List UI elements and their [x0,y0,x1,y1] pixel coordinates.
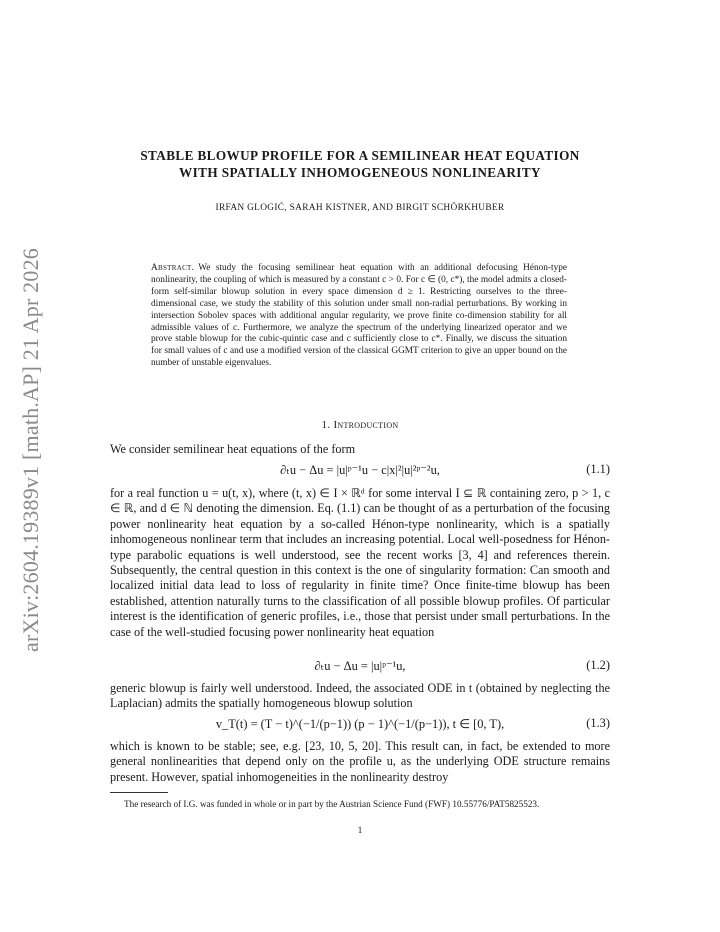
equation-1-3-expression: v_T(t) = (T − t)^(−1/(p−1)) (p − 1)^(−1/(p−1)), t ∈ [0, T), [215,717,505,731]
arxiv-identifier: arXiv:2604.19389v1 [math.AP] 21 Apr 2026 [18,248,43,652]
abstract-block [151,263,567,370]
body-paragraph-4: which is known to be stable; see, e.g. [23, 10, 5, 20]. This result can, in fact, be extended to more general nonlinearities that depend only on the profile u, as the underlying ODE structure remains present. However, spatial inhomogeneities in the nonlinearity destroy [110,739,610,784]
page-number: 1 [357,826,363,836]
title-line-2: WITH SPATIALLY INHOMOGENEOUS NONLINEARITY [179,165,541,180]
equation-1-2-expression: ∂ₜu − Δu = |u|ᵖ⁻¹u, [314,659,406,673]
paper-title [100,147,620,181]
equation-1-2 [110,658,610,676]
body-paragraph-3: generic blowup is fairly well understood. Indeed, the associated ODE in t (obtained by neglecting the Laplacian) admits the spatially homogeneous blowup solution [110,681,610,711]
section-heading [100,419,620,431]
author-list: IRFAN GLOGIĆ, SARAH KISTNER, AND BIRGIT SCHÖRKHUBER [215,203,505,213]
title-line-1: STABLE BLOWUP PROFILE FOR A SEMILINEAR HEAT EQUATION [140,148,580,163]
equation-1-1-expression: ∂ₜu − Δu = |u|ᵖ⁻¹u − c|x|²|u|²ᵖ⁻²u, [280,463,440,477]
footnote-rule [110,792,168,793]
abstract-heading: Abstract. [151,263,195,273]
body-paragraph-2: for a real function u = u(t, x), where (t, x) ∈ I × ℝᵈ for some interval I ⊆ ℝ containing zero, p > 1, c ∈ ℝ, and d ∈ ℕ denoting the dimension. Eq. (1.1) can be thought of as a perturbation of the focusing power nonlinearity heat equation by a so-called Hénon-type nonlinearity, which is a spatially inhomogeneous nonlinear term that includes an increasing potential. Local well-posedness for Hénon-type parabolic equations is well understood, see the recent works [3, 4] and references therein. Subsequently, the central question in this context is the one of singularity formation: Can smooth and localized initial data lead to loss of regularity in finite time? Once finite-time blowup has been established, attention naturally turns to the classification of all possible blowup profiles. Of particular interest is the identification of generic profiles, i.e., those that persist under small perturbations. In the case of the well-studied focusing power nonlinearity heat equation [110,486,610,639]
section-number: 1. [321,419,331,431]
funding-footnote [110,798,610,811]
equation-1-1 [110,462,610,480]
equation-1-1-number: (1.1) [586,462,610,476]
section-title: Introduction [333,419,399,431]
equation-1-2-number: (1.2) [586,658,610,672]
equation-1-3 [110,716,610,734]
arxiv-sidebar-stamp [18,245,44,655]
equation-1-3-number: (1.3) [586,716,610,730]
abstract-text: We study the focusing semilinear heat equation with an additional defocusing Hénon-type nonlinearity, the coupling of which is measured by a constant c > 0. For c ∈ (0, c*), the model admits a closed-form self-similar blowup solution in every space dimension d ≥ 1. Restricting ourselves to the three-dimensional case, we study the stability of this solution under small non-radial perturbations. By working in intersection Sobolev spaces with additional angular regularity, we prove finite co-dimension stability for all admissible values of c. Furthermore, we analyze the spectrum of the underlying linearized operator and we prove stable blowup for the cubic-quintic case and c sufficiently close to c*. Finally, we discuss the situation for small values of c and use a modified version of the classical GGMT criterion to give an upper bound on the number of unstable eigenvalues. [151,263,567,369]
body-paragraph-1: We consider semilinear heat equations of the form [110,442,356,456]
footnote-text: The research of I.G. was funded in whole or in part by the Austrian Science Fund (FWF) 10.55776/PAT5825523. [124,799,540,809]
